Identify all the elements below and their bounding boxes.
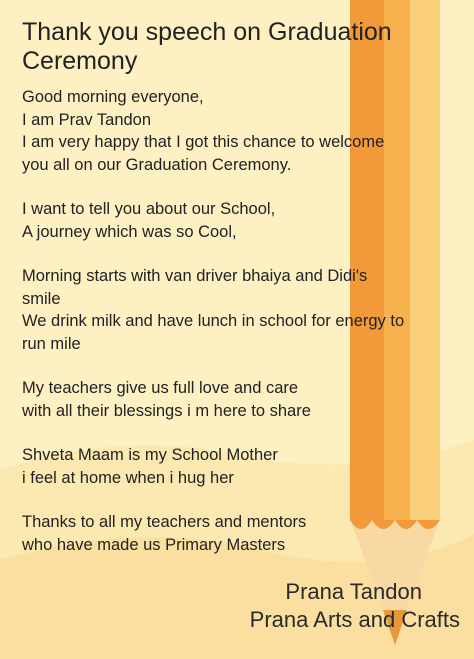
page-title [22, 18, 462, 76]
text-line: you all on our Graduation Ceremony. [22, 155, 292, 174]
title-line: Ceremony [22, 47, 138, 75]
text-line: I want to tell you about our School, [22, 200, 276, 218]
speech-content [22, 18, 462, 578]
text-line: Thanks to all my teachers and mentors [22, 513, 307, 531]
text-line: run mile [22, 334, 81, 353]
brand-credit: Prana Arts and Crafts [249, 607, 460, 632]
text-line: Shveta Maam is my School Mother [22, 446, 278, 464]
title-line: Thank you speech on Graduation [22, 18, 392, 46]
text-line: I am Prav Tandon [22, 110, 152, 129]
text-line: i feel at home when i hug her [22, 468, 234, 487]
author-credit: Prana Tandon [285, 579, 422, 604]
paragraph-greeting [22, 86, 462, 176]
paragraph-teachers [22, 377, 462, 422]
text-line: We drink milk and have lunch in school for energy to [22, 312, 405, 330]
text-line: My teachers give us full love and care [22, 379, 299, 397]
text-line: with all their blessings i m here to share [22, 401, 311, 420]
paragraph-school [22, 198, 462, 243]
paragraph-mother [22, 444, 462, 489]
text-line: smile [22, 289, 61, 308]
paragraph-morning [22, 265, 462, 355]
text-line: A journey which was so Cool, [22, 222, 237, 241]
text-line: Morning starts with van driver bhaiya and Didi's [22, 267, 368, 285]
text-line: who have made us Primary Masters [22, 535, 286, 554]
text-line: I am very happy that I got this chance to welcome [22, 133, 385, 151]
text-line: Good morning everyone, [22, 88, 204, 106]
paragraph-thanks [22, 511, 462, 556]
